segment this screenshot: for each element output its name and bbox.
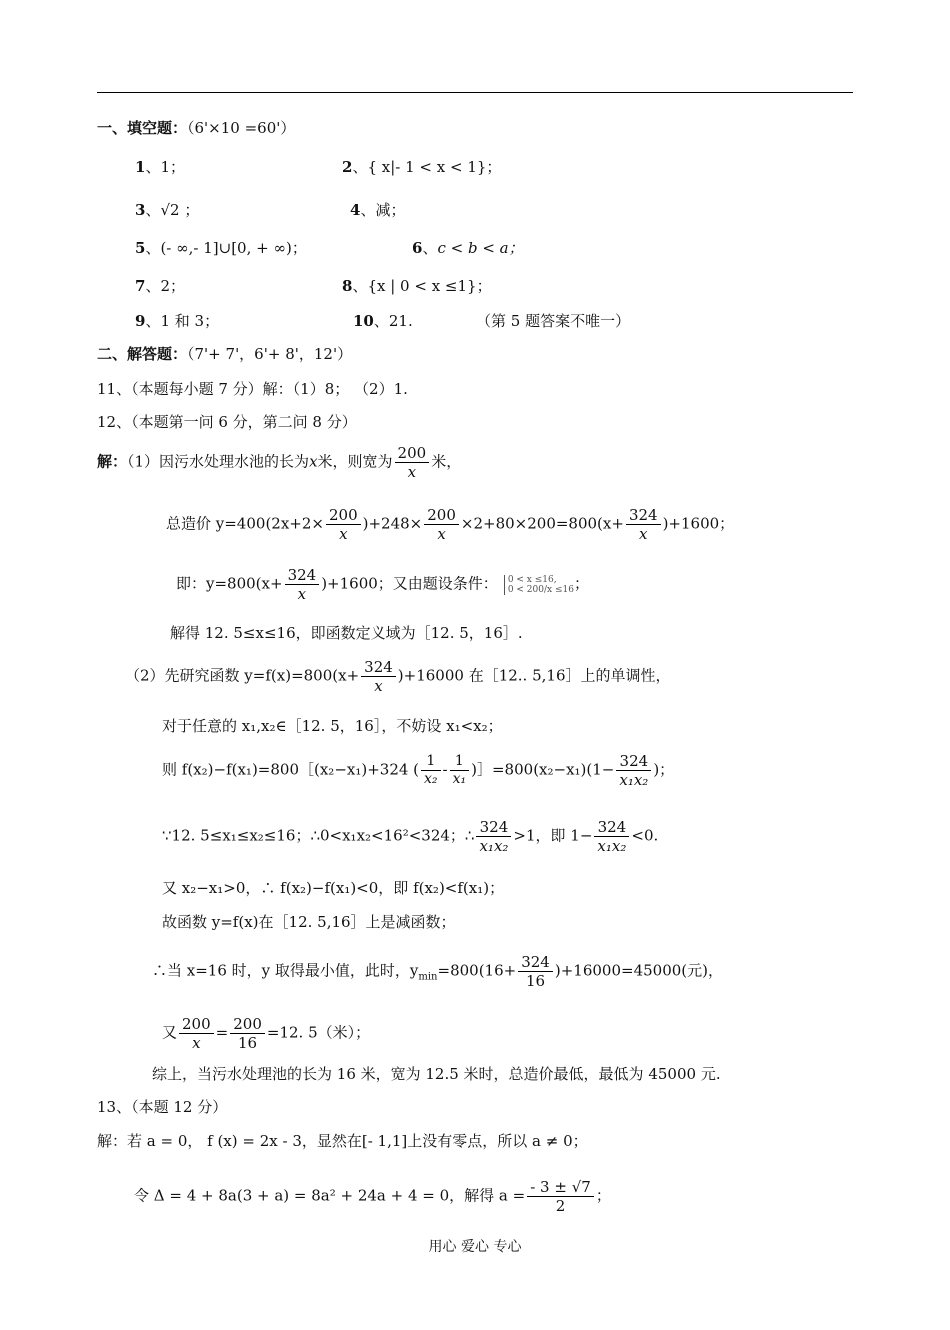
q12-domain: 解得 12. 5≤x≤16，即函数定义域为［12. 5，16］. xyxy=(170,624,523,642)
q12-minimum: ∴当 x=16 时，y 取得最小值，此时，$y_{min}=800(16+$ $\frac{324}{16}$ )+16000=45000(元)， xyxy=(152,953,723,990)
answer-6: 6、c < b < a； xyxy=(412,239,524,257)
fraction-200-over-16: $\frac{200}{16}$ xyxy=(230,1015,265,1052)
fraction-1-over-x1: $\frac{1}{\text{x₁}}$ xyxy=(450,753,470,788)
q12-part1-intro: 解：（1）因污水处理水池的长为x米，则宽为 $\frac{200}{x}$ 米， xyxy=(97,444,462,481)
fraction-200-over-x: $\frac{200}{x}$ xyxy=(424,506,459,543)
section2-score: （7'+ 7'，6'+ 8'，12'） xyxy=(187,345,353,363)
answer-3: 3、√2 ； xyxy=(135,201,200,219)
fraction-324-over-x: $\frac{324}{x}$ xyxy=(361,658,396,695)
fraction-324-over-x: $\frac{324}{x}$ xyxy=(626,506,661,543)
answer-note: （第 5 题答案不唯一） xyxy=(476,312,631,330)
q12-header: 12、（本题第一问 6 分，第二问 8 分） xyxy=(97,413,357,431)
q12-also: 又 x₂−x₁>0，∴ f(x₂)−f(x₁)<0，即 f(x₂)<f(x₁)； xyxy=(162,879,505,897)
answer-7: 7、2； xyxy=(135,277,185,295)
q12-summary: 综上，当污水处理池的长为 16 米，宽为 12.5 米时，总造价最低，最低为 45000 元. xyxy=(152,1065,721,1083)
fraction-200-over-x: $\frac{200}{x}$ xyxy=(326,506,361,543)
page-footer: 用心 爱心 专心 xyxy=(428,1239,522,1255)
answer-10: 10、21. xyxy=(353,312,413,330)
q12-part2-intro: （2）先研究函数 y=f(x)=800(x+ $\frac{324}{x}$ )+16000 在［12.. 5,16］上的单调性， xyxy=(125,658,671,695)
q13-header: 13、（本题 12 分） xyxy=(97,1098,228,1116)
fraction-324-over-x: $\frac{324}{x}$ xyxy=(285,566,320,603)
q12-total-cost: 总造价 y=400(2x+2× $\frac{200}{x}$ )+248× $\frac{200}{x}$ ×2+80×200=800(x+ $\frac{324}{x}$ )+1600； xyxy=(166,506,735,543)
answer-4: 4、减； xyxy=(350,201,406,219)
q12-because: ∵12. 5≤x₁≤x₂≤16；∴0<x₁x₂<16²<324；∴ $\frac{324}{\text{x₁x₂}}$ >1，即 1− $\frac{324}{\text{x₁x₂}}$ <0. xyxy=(162,818,659,855)
fraction-1-over-x2: $\frac{1}{\text{x₂}}$ xyxy=(421,753,441,788)
q13-line2: 令 Δ = 4 + 8a(3 + a) = 8a² + 24a + 4 = 0，解得 a = $\frac{- 3 \pm √7}{2}$ ； xyxy=(134,1178,611,1215)
answer-8: 8、{x | 0 < x ≤1}； xyxy=(342,277,492,295)
fraction-324-over-x1x2: $\frac{324}{\text{x₁x₂}}$ xyxy=(616,752,651,789)
answer-2: 2、{ x|- 1 < x < 1}； xyxy=(342,158,502,176)
fraction-200-over-x: $\frac{200}{x}$ xyxy=(179,1015,214,1052)
section2-heading xyxy=(97,343,352,365)
fraction-200-over-x: $\frac{200}{x}$ xyxy=(395,444,430,481)
answer-9: 9、1 和 3； xyxy=(135,312,220,330)
q13-line1: 解：若 a = 0， f (x) = 2x - 3，显然在[- 1,1]上没有零点，所以 a ≠ 0； xyxy=(97,1132,588,1150)
section2-title: 二、解答题： xyxy=(97,345,188,363)
q12-difference: 则 f(x₂)−f(x₁)=800［(x₂−x₁)+324 ( $\frac{1}{\text{x₂}}$ - $\frac{1}{\text{x₁}}$ )］=800(x₂−x₁)(1− $\frac{324}{\text{x₁x₂}}$ )； xyxy=(162,752,675,789)
q12-width: 又 $\frac{200}{x}$ = $\frac{200}{16}$ =12. 5（米）； xyxy=(162,1015,371,1052)
section1-title: 一、填空题： xyxy=(97,119,188,137)
answer-1: 1、1； xyxy=(135,158,185,176)
fraction-quadratic-root: $\frac{- 3 \pm √7}{2}$ xyxy=(527,1178,594,1215)
fraction-324-over-x1x2: $\frac{324}{\text{x₁x₂}}$ xyxy=(594,818,629,855)
q12-ji-line: 即：y=800(x+ $\frac{324}{x}$ )+1600；又由题设条件： 0 < x ≤16, 0 < 200/x ≤16； xyxy=(176,566,589,603)
q12-any-x: 对于任意的 x₁,x₂∈［12. 5，16］，不妨设 x₁<x₂； xyxy=(162,717,503,735)
condition-system: 0 < x ≤16, 0 < 200/x ≤16 xyxy=(504,575,574,595)
q11-answer: 11、（本题每小题 7 分）解：（1）8； （2）1. xyxy=(97,380,408,398)
section1-score: （6'×10 =60'） xyxy=(187,119,296,137)
section1-heading xyxy=(97,117,295,139)
q12-decreasing: 故函数 y=f(x)在［12. 5,16］上是减函数； xyxy=(162,913,456,931)
top-rule xyxy=(97,92,853,93)
answer-5: 5、(- ∞,- 1]∪[0, + ∞)； xyxy=(135,239,307,257)
fraction-324-over-16: $\frac{324}{16}$ xyxy=(518,953,553,990)
fraction-324-over-x1x2: $\frac{324}{\text{x₁x₂}}$ xyxy=(476,818,511,855)
